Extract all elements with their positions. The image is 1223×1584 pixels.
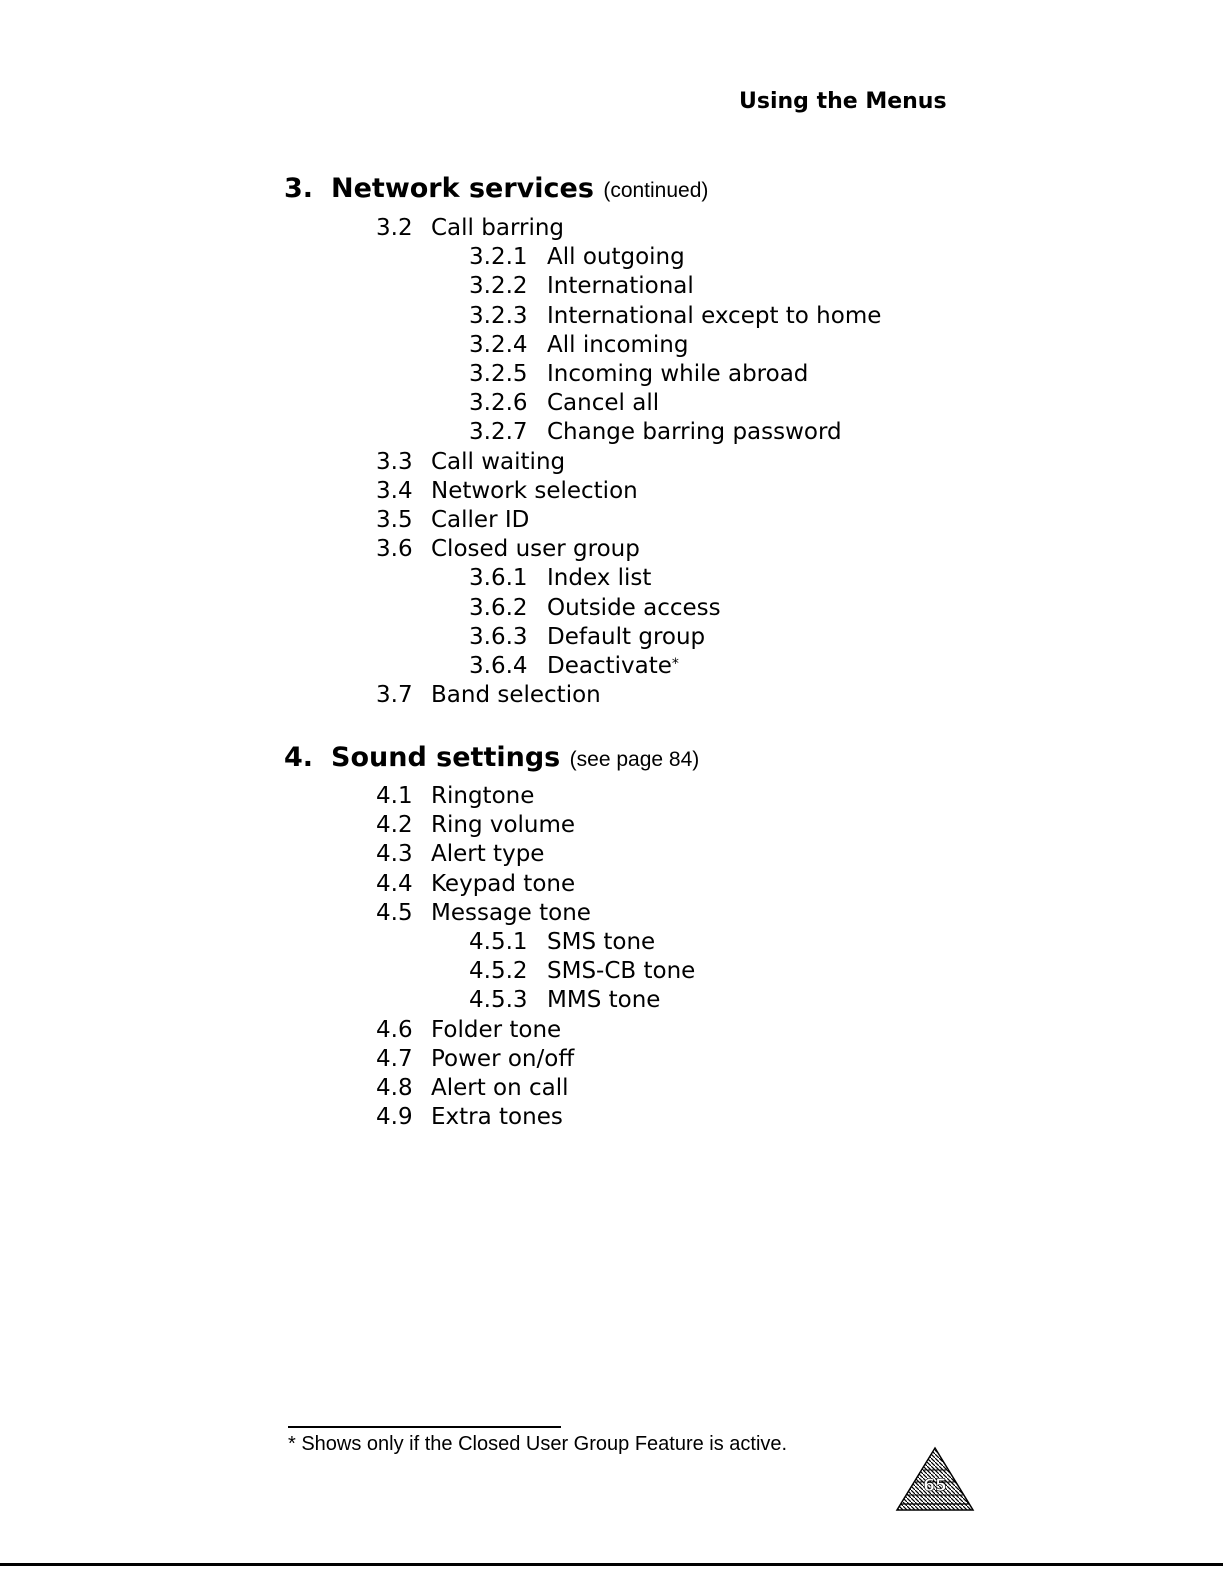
menu-item-number: 4.9 [376,1104,413,1131]
menu-item-number: 3.2.5 [469,361,528,387]
menu-item-4-6 [376,1016,561,1045]
menu-item-label: Change barring password [547,419,842,446]
menu-item-label: Alert on call [431,1075,569,1101]
menu-item-3-2 [376,214,564,243]
section-title: Sound settings [331,742,561,773]
menu-item-label: Keypad tone [431,870,576,897]
page-number: 65 [923,1476,947,1496]
menu-item-label: Caller ID [431,507,530,533]
menu-item-label: Folder tone [431,1016,562,1043]
menu-item-3-6-3 [469,623,705,652]
menu-item-label: Ring volume [431,812,576,839]
menu-item-number: 3.2.3 [469,302,528,329]
menu-item-number: 4.8 [376,1075,413,1101]
menu-item-number: 3.2.2 [469,273,528,300]
menu-item-label: MMS tone [547,987,661,1014]
menu-item-4-9 [376,1103,563,1132]
menu-item-3-2-7 [469,418,842,447]
section-note: (continued) [603,179,709,202]
menu-item-3-2-2 [469,272,694,301]
menu-item-3-2-3 [469,302,881,331]
menu-item-3-4 [376,477,638,506]
menu-item-3-2-5 [469,360,808,389]
menu-item-label: All outgoing [547,244,685,271]
menu-item-number: 3.4 [376,477,413,504]
menu-item-4-7 [376,1045,574,1074]
menu-item-3-7 [376,681,601,710]
section-number: 3. [284,173,314,204]
menu-item-number: 3.2.1 [469,244,528,271]
menu-item-label: Closed user group [431,536,640,563]
menu-item-4-2 [376,811,575,840]
section-note: (see page 84) [569,748,700,771]
menu-item-number: 4.5.1 [469,929,528,955]
menu-item-label: Band selection [431,682,601,709]
menu-item-number: 3.7 [376,682,413,709]
menu-item-3-6 [376,535,640,564]
menu-item-number: 3.2.6 [469,390,528,417]
menu-item-number: 4.3 [376,841,413,868]
menu-item-label: Deactivate [547,653,672,679]
menu-item-label: Outside access [547,594,721,621]
menu-item-4-8 [376,1074,569,1103]
section-heading-network-services [284,171,708,209]
menu-item-label: Default group [547,623,706,650]
menu-item-number: 3.2 [376,215,413,241]
menu-item-3-2-1 [469,243,685,272]
menu-item-label: SMS-CB tone [547,958,696,985]
running-header: Using the Menus [739,89,947,114]
menu-item-number: 4.5.3 [469,987,528,1014]
menu-item-4-5 [376,899,591,928]
menu-item-4-3 [376,840,544,869]
menu-item-number: 4.5 [376,899,413,926]
menu-item-4-5-3 [469,986,660,1015]
menu-item-3-2-6 [469,389,659,418]
section-title: Network services [331,173,594,204]
menu-item-number: 3.6.1 [469,565,528,592]
menu-item-number: 4.7 [376,1045,413,1072]
footnote: * Shows only if the Closed User Group Feature is active. [288,1433,788,1455]
menu-item-label: Alert type [431,841,545,868]
menu-item-label: Call barring [431,215,565,241]
menu-item-label: Cancel all [547,390,660,417]
menu-item-3-6-4 [469,652,679,681]
menu-item-label: Incoming while abroad [547,361,809,387]
menu-item-number: 3.5 [376,507,413,533]
menu-item-number: 4.6 [376,1016,413,1043]
menu-item-label: International [547,273,694,300]
menu-item-3-5 [376,506,529,535]
menu-item-number: 3.3 [376,448,413,475]
menu-item-3-6-1 [469,564,651,593]
menu-item-label: Network selection [431,477,638,504]
menu-item-number: 4.2 [376,812,413,839]
menu-item-number: 3.6.4 [469,653,528,679]
menu-item-label: Message tone [431,899,591,926]
menu-item-number: 3.6.2 [469,594,528,621]
menu-item-4-5-1 [469,928,655,957]
menu-item-3-2-4 [469,331,688,360]
menu-item-label: All incoming [547,331,689,358]
footnote-divider [288,1426,561,1428]
menu-item-label: International except to home [547,302,882,329]
footnote-marker: * [671,656,679,672]
menu-item-label: Ringtone [431,783,535,809]
menu-item-4-4 [376,870,575,899]
menu-item-number: 3.6 [376,536,413,563]
menu-item-4-5-2 [469,957,695,986]
page-bottom-rule [0,1563,1223,1566]
menu-item-label: SMS tone [547,929,656,955]
menu-item-number: 4.4 [376,870,413,897]
menu-item-4-1 [376,782,534,811]
menu-item-number: 3.2.7 [469,419,528,446]
section-number: 4. [284,742,314,773]
menu-item-label: Power on/off [431,1045,575,1072]
menu-item-number: 4.1 [376,783,413,809]
menu-item-label: Index list [547,565,652,592]
menu-item-3-3 [376,448,565,477]
menu-item-label: Call waiting [431,448,566,475]
menu-item-number: 4.5.2 [469,958,528,985]
menu-item-number: 3.6.3 [469,623,528,650]
menu-item-number: 3.2.4 [469,331,528,358]
menu-item-3-6-2 [469,594,721,623]
section-heading-sound-settings [284,740,699,778]
menu-item-label: Extra tones [431,1104,563,1131]
